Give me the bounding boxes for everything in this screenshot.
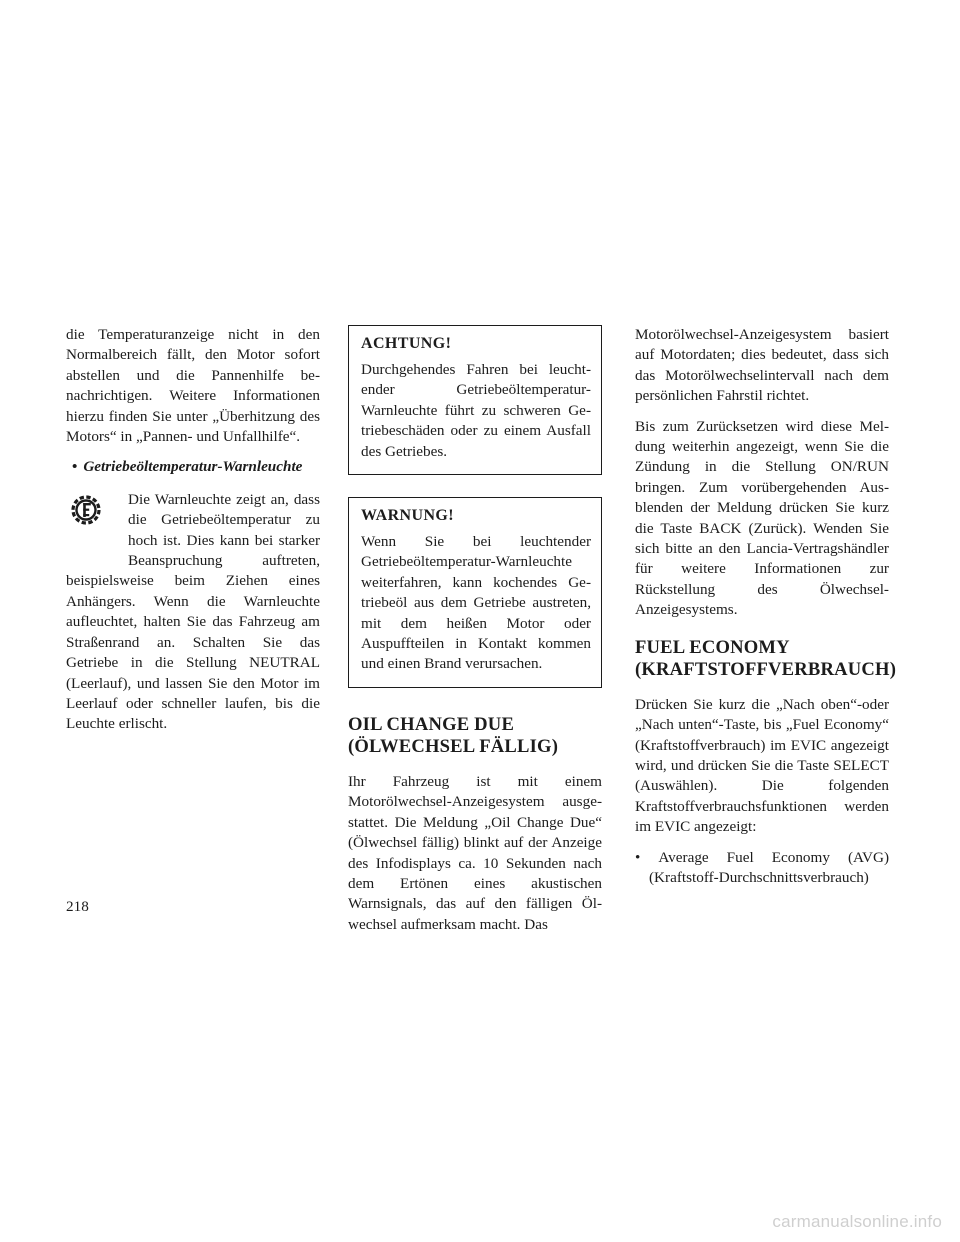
paragraph-warning-light: Die Warnleuchte zeigt an, dass die Getriebeöltemperatur zu hoch ist. Dies kann bei starker Beanspruchung auftreten, beispielsweise beim Ziehen eines Anhängers. Wenn die Warnleuchte aufleuchtet, halten Sie das Fahrzeug am Straßenrand an. Schalten Sie das Getriebe in die Stellung NEUTRAL (Leerlauf), und lassen Sie den Motor im Leerlauf oder schneller laufen, bis die Leuchte erlischt.: [66, 490, 320, 733]
page-number: 218: [66, 898, 89, 915]
warning-text: Wenn Sie bei leuchtender Getriebeöltemperatur-Warnleuchte weiterfahren, kann kochendes Getriebeöl aus dem Getriebe austreten, mit dem heißen Motor oder Auspuffteilen in Kontakt kommen und einen Brand verursachen.: [361, 533, 591, 673]
caution-text: Durchgehendes Fahren bei leuchtender Getriebeöltemperatur-Warnleuchte führt zu schweren Getriebeschäden oder zu einem Ausfall des Getriebes.: [361, 361, 591, 460]
caution-title: ACHTUNG!: [361, 335, 452, 352]
heading-fuel-economy-line2: (KRAFTSTOFFVERBRAUCH): [635, 658, 897, 680]
list-item-average-fuel-economy: • Average Fuel Economy (AVG) (Kraftstoff-Durchschnittsverbrauch): [635, 848, 889, 889]
watermark: carmanualsonline.info: [772, 1212, 942, 1231]
warning-title: WARNUNG!: [361, 507, 454, 525]
heading-fuel-economy-line1: FUEL ECONOMY: [635, 636, 790, 658]
column-right: [635, 325, 897, 888]
column-left: [66, 325, 320, 735]
heading-oil-change-due: [348, 714, 602, 758]
transmission-temperature-warning-icon: [66, 490, 106, 530]
column-middle: [348, 325, 602, 945]
heading-oil-change-line1: OIL CHANGE DUE: [348, 713, 515, 735]
heading-oil-change-line2: (ÖLWECHSEL FÄLLIG): [348, 735, 559, 757]
bullet-heading-transmission-temp: • Getriebeöltemperatur-Warnleuchte: [72, 458, 303, 476]
caution-box: [348, 325, 602, 475]
heading-fuel-economy: [635, 636, 897, 681]
warning-box: [348, 497, 602, 688]
list-item-average-fuel-economy-translation: (Kraftstoff-Durchschnittsverbrauch): [649, 868, 869, 886]
warning-light-description: [66, 490, 320, 735]
paragraph-temperature-gauge: die Temperaturanzeige nicht in den Normalbereich fällt, den Motor sofort abstellen und die Pannenhilfe benachrichtigen. Weitere Informationen hierzu finden Sie unter „Überhitzung des Motors“ in „Pannen- und Unfallhilfe“.: [66, 326, 320, 446]
paragraph-oil-change: Ihr Fahrzeug ist mit einem Motorölwechsel-Anzeigesystem ausgestattet. Die Meldung „Oil Change Due“ (Ölwechsel fällig) blinkt auf der Anzeige des Infodisplays ca. 10 Sekunden nach dem Ertönen eines akustischen Warnsignals, das auf den fälligen Ölwechsel aufmerksam macht. Das: [348, 772, 602, 933]
paragraph-reset-message: Bis zum Zurücksetzen wird diese Meldung weiterhin angezeigt, wenn Sie die Zündung in die Stellung ON/RUN bringen. Zum vorübergehenden Ausblenden der Meldung drücken Sie kurz die Taste BACK (Zurück). Wenden Sie sich bitte an den Lancia-Vertragshändler für weitere Informationen zur Rückstellung des Ölwechsel-Anzeigesystems.: [635, 417, 889, 619]
bullet-heading-text: Getriebeöltemperatur-Warnleuchte: [83, 458, 303, 476]
paragraph-oil-indicator-system: Motorölwechsel-Anzeigesystem basiert auf Motordaten; dies bedeutet, dass sich das Motorölwechselintervall nach dem persönlichen Fahrstil richtet.: [635, 326, 889, 405]
paragraph-fuel-economy: Drücken Sie kurz die „Nach oben“-oder „Nach unten“-Taste, bis „Fuel Economy“ (Kraftstoffverbrauch) im EVIC angezeigt wird, und drücken Sie die Taste SELECT (Auswählen). Die folgenden Kraftstoffverbrauchsfunktionen werden im EVIC angezeigt:: [635, 695, 889, 836]
